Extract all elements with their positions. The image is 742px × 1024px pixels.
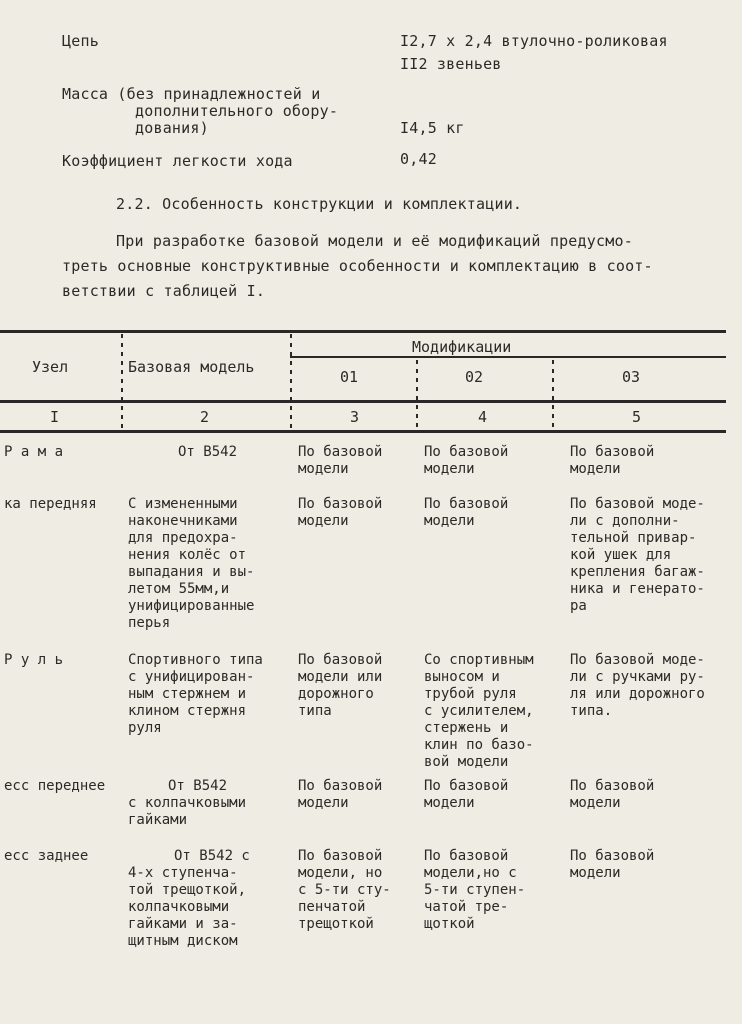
row-cell-m2: стержень и [424,720,509,736]
row-node-label: ка передняя [4,496,97,512]
row-cell-base: с колпачковыми [128,795,247,811]
col-sep-3 [416,360,418,430]
row-cell-m1: с 5-ти сту- [298,882,391,898]
header-mod-03: 03 [622,368,641,386]
row-cell-m3: ли с дополни- [570,513,680,529]
row-cell-m3: По базовой моде- [570,496,705,512]
paragraph-line-3: ветствии с таблицей I. [62,282,266,300]
row-cell-m2: с усилителем, [424,703,534,719]
row-cell-base: той трещоткой, [128,882,247,898]
col-number-1: I [50,408,60,426]
row-cell-m2: По базовой [424,778,509,794]
row-cell-m2: трубой руля [424,686,517,702]
row-cell-m1: По базовой [298,778,383,794]
col-number-4: 4 [478,408,488,426]
row-cell-m2: модели [424,461,475,477]
row-cell-base: нения колёс от [128,547,247,563]
row-cell-m1: модели [298,795,349,811]
row-cell-m3: По базовой [570,444,655,460]
row-cell-base: клином стержня [128,703,247,719]
header-node: Узел [32,358,69,376]
row-cell-m3: По базовой моде- [570,652,705,668]
row-node-label: ecc переднее [4,778,106,794]
row-cell-base: перья [128,615,171,631]
row-cell-m3: модели [570,795,621,811]
header-mod-01: 01 [340,368,359,386]
row-cell-base: 4-х ступенча- [128,865,238,881]
row-cell-m2: По базовой [424,848,509,864]
row-cell-m2: вой модели [424,754,509,770]
row-cell-m3: модели [570,461,621,477]
col-number-2: 2 [200,408,210,426]
row-cell-m1: модели [298,513,349,529]
table-mod-rule [290,356,726,358]
row-cell-base: унифицированные [128,598,255,614]
spec-mass-label-1: Масса (без принадлежностей и [62,85,321,103]
spec-ease-label: Коэффициент легкости хода [62,152,293,170]
header-base: Базовая модель [128,358,255,376]
row-cell-m1: модели [298,461,349,477]
row-cell-m1: дорожного [298,686,374,702]
row-node-label: есс заднее [4,848,89,864]
row-cell-m1: По базовой [298,496,383,512]
row-cell-m3: По базовой [570,778,655,794]
table-number-rule [0,430,726,433]
row-cell-base: От В542 [178,444,238,460]
row-cell-m1: модели, но [298,865,383,881]
row-cell-base: наконечниками [128,513,238,529]
row-cell-m3: крепления багаж- [570,564,705,580]
row-cell-base: гайками и за- [128,916,238,932]
row-cell-m2: По базовой [424,496,509,512]
row-cell-m3: По базовой [570,848,655,864]
row-node-label: Р а м а [4,444,64,460]
row-cell-m3: типа. [570,703,613,719]
row-cell-m2: выносом и [424,669,500,685]
row-cell-base: для предохра- [128,530,238,546]
row-cell-base: с унифицирован- [128,669,255,685]
row-cell-m2: модели,но с [424,865,517,881]
row-cell-m1: По базовой [298,652,383,668]
spec-mass-label-3: дования) [135,119,209,137]
row-cell-m3: модели [570,865,621,881]
col-sep-2 [290,334,292,430]
row-cell-m2: модели [424,795,475,811]
table-top-rule [0,330,726,333]
row-cell-m2: чатой тре- [424,899,509,915]
paragraph-line-2: треть основные конструктивные особенности и комплектацию в соот- [62,257,653,275]
row-cell-base: гайками [128,812,188,828]
col-number-5: 5 [632,408,642,426]
header-modifications: Модификации [412,338,512,356]
row-cell-m2: щоткой [424,916,475,932]
row-cell-m1: трещоткой [298,916,374,932]
section-heading: 2.2. Особенность конструкции и комплектации. [116,195,523,213]
row-cell-m3: кой ушек для [570,547,672,563]
spec-chain-value-1: I2,7 x 2,4 втулочно-роликовая [400,32,668,50]
row-cell-m1: По базовой [298,848,383,864]
paragraph-line-1: При разработке базовой модели и её модификаций предусмо- [116,232,633,250]
spec-chain-value-2: II2 звеньев [400,55,502,73]
row-cell-base: Спортивного типа [128,652,263,668]
table-header-rule [0,400,726,403]
row-cell-base: ным стержнем и [128,686,247,702]
row-cell-m2: клин по базо- [424,737,534,753]
row-cell-m3: тельной привар- [570,530,697,546]
row-cell-base: От В542 [168,778,228,794]
row-cell-m3: ника и генерато- [570,581,705,597]
row-cell-m1: типа [298,703,332,719]
row-cell-base: С измененными [128,496,238,512]
row-cell-m3: ля или дорожного [570,686,705,702]
row-cell-m2: 5-ти ступен- [424,882,526,898]
row-cell-m3: ли с ручками ру- [570,669,705,685]
spec-ease-value: 0,42 [400,150,437,168]
row-cell-m2: Со спортивным [424,652,534,668]
row-cell-base: От В542 с [174,848,250,864]
row-cell-m1: По базовой [298,444,383,460]
row-cell-m2: модели [424,513,475,529]
row-cell-m1: модели или [298,669,383,685]
row-cell-base: щитным диском [128,933,238,949]
row-cell-m1: пенчатой [298,899,366,915]
col-sep-1 [121,334,123,430]
row-cell-base: летом 55мм,и [128,581,230,597]
spec-chain-label: Цепь [62,32,99,50]
row-cell-base: руля [128,720,162,736]
col-number-3: 3 [350,408,360,426]
row-node-label: Р у л ь [4,652,64,668]
row-cell-base: выпадания и вы- [128,564,255,580]
row-cell-base: колпачковыми [128,899,230,915]
spec-mass-label-2: дополнительного обору- [135,102,339,120]
row-cell-m3: ра [570,598,587,614]
col-sep-4 [552,360,554,430]
row-cell-m2: По базовой [424,444,509,460]
header-mod-02: 02 [465,368,484,386]
spec-mass-value: I4,5 кг [400,119,465,137]
